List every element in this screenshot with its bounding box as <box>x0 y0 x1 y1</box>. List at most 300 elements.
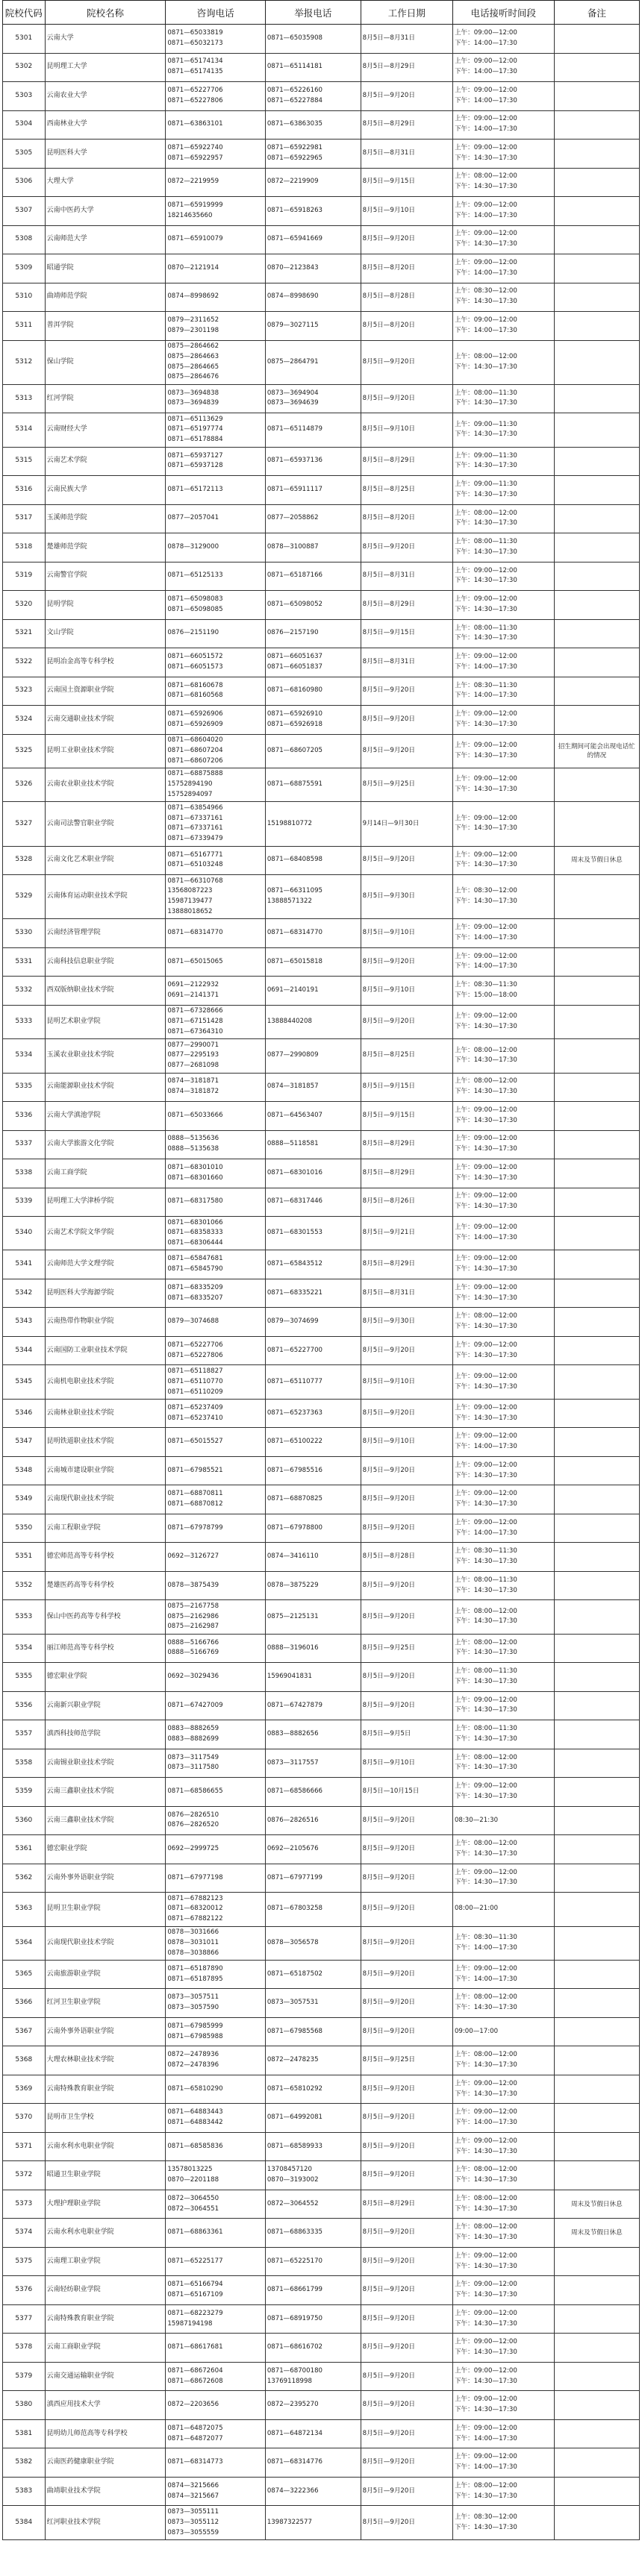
school-code: 5381 <box>3 2419 46 2448</box>
consult-phone-line: 0871—67978799 <box>167 1523 223 1532</box>
work-dates: 9月14日—9月30日 <box>361 802 452 846</box>
school-code: 5353 <box>3 1600 46 1634</box>
consult-phone-line: 0878—3031011 <box>167 1938 219 1946</box>
work-dates: 8月5日—9月20日 <box>361 2304 452 2334</box>
phone-hours-line: 上午：08:30—12:00 <box>454 887 517 895</box>
school-name: 昆明学院 <box>45 591 166 620</box>
consult-phone-line: 0872—3064551 <box>167 2204 219 2213</box>
phone-hours-line: 下午：14:00—17:30 <box>454 1234 517 1242</box>
school-name: 昆明冶金高等专科学校 <box>45 648 166 677</box>
phone-hours-line: 下午：14:00—17:30 <box>454 1943 517 1952</box>
school-code: 5350 <box>3 1514 46 1543</box>
phone-hours-line: 下午：14:30—17:30 <box>454 751 517 759</box>
phone-hours-line: 上午：09:00—12:00 <box>454 1223 517 1232</box>
report-phone-line: 0871—68863335 <box>267 2228 323 2237</box>
work-dates: 8月5日—8月29日 <box>361 447 452 476</box>
work-dates: 8月5日—8月20日 <box>361 504 452 533</box>
report-phone <box>265 1571 361 1600</box>
school-name: 云南大学旅游文化学院 <box>45 1130 166 1159</box>
phone-hours <box>452 1456 554 1485</box>
school-name: 大理护理职业学院 <box>45 2190 166 2219</box>
consult-phone-line: 0871—65110770 <box>167 1377 223 1385</box>
consult-phone <box>166 977 265 1006</box>
consult-phone <box>166 1926 265 1960</box>
phone-hours <box>452 413 554 447</box>
school-name: 云南国土资源职业学院 <box>45 677 166 706</box>
consult-phone <box>166 846 265 875</box>
phone-hours-line: 上午：09:00—12:00 <box>454 1192 517 1200</box>
report-phone-line: 0870—3193002 <box>267 2176 319 2184</box>
phone-hours-line: 上午：09:00—12:00 <box>454 2108 517 2116</box>
note <box>554 2304 639 2334</box>
phone-hours-line: 下午：14:30—17:30 <box>454 298 517 306</box>
table-row <box>3 1005 640 1038</box>
phone-hours <box>452 1634 554 1663</box>
note <box>554 2276 639 2305</box>
note <box>554 2161 639 2190</box>
school-name: 云南现代职业技术学院 <box>45 1926 166 1960</box>
school-code: 5325 <box>3 734 46 768</box>
report-phone-line: 0873—3694904 <box>267 389 319 397</box>
report-phone-line: 13708457120 <box>267 2166 312 2174</box>
consult-phone-line: 0872—2478936 <box>167 2051 219 2059</box>
note <box>554 533 639 562</box>
work-dates: 8月5日—9月20日 <box>361 947 452 977</box>
school-code: 5339 <box>3 1188 46 1217</box>
phone-hours-line: 下午：14:30—17:30 <box>454 183 517 191</box>
report-phone <box>265 2506 361 2539</box>
consult-phone-line: 0871—64872075 <box>167 2424 223 2432</box>
consult-phone <box>166 2104 265 2133</box>
note <box>554 1456 639 1485</box>
note <box>554 1778 639 1807</box>
phone-hours-line: 上午：09:00—12:00 <box>454 850 517 859</box>
note <box>554 1600 639 1634</box>
consult-phone-line: 0871—65926906 <box>167 710 223 718</box>
consult-phone-line: 0871—65032173 <box>167 39 223 47</box>
table-row <box>3 1514 640 1543</box>
phone-hours <box>452 802 554 846</box>
note <box>554 1893 639 1926</box>
phone-hours <box>452 677 554 706</box>
phone-hours <box>452 2046 554 2075</box>
school-code: 5345 <box>3 1365 46 1399</box>
school-code: 5360 <box>3 1806 46 1835</box>
report-phone-line: 0876—2157190 <box>267 629 319 637</box>
work-dates: 8月5日—9月20日 <box>361 2104 452 2133</box>
consult-phone-line: 0871—68875888 <box>167 770 223 778</box>
school-name: 云南农业职业技术学院 <box>45 768 166 801</box>
phone-hours-line: 下午：14:30—17:30 <box>454 786 517 794</box>
note <box>554 802 639 846</box>
report-phone-line: 0871—64872134 <box>267 2429 323 2437</box>
phone-hours-line: 下午：14:30—17:30 <box>454 720 517 728</box>
school-name: 云南财经大学 <box>45 413 166 447</box>
phone-hours-line: 上午：08:30—12:00 <box>454 2513 517 2521</box>
phone-hours-line: 上午：09:00—12:00 <box>454 2366 517 2375</box>
table-row <box>3 2391 640 2420</box>
work-dates: 8月5日—9月20日 <box>361 82 452 111</box>
consult-phone-line: 0879—2301198 <box>167 326 219 334</box>
phone-hours <box>452 254 554 283</box>
note <box>554 875 639 919</box>
phone-hours <box>452 734 554 768</box>
note <box>554 919 639 948</box>
phone-hours <box>452 197 554 226</box>
phone-hours-line: 上午：09:00—12:00 <box>454 566 517 574</box>
consult-phone-line: 0871—65098085 <box>167 605 223 613</box>
school-name: 云南科技信息职业学院 <box>45 947 166 977</box>
phone-hours <box>452 447 554 476</box>
work-dates: 8月5日—9月20日 <box>361 1864 452 1893</box>
note <box>554 1159 639 1188</box>
report-phone-line: 0871—68301553 <box>267 1229 323 1237</box>
work-dates: 8月5日—8月25日 <box>361 1039 452 1073</box>
consult-phone-line: 0883—8882699 <box>167 1734 219 1743</box>
phone-hours <box>452 2075 554 2104</box>
school-name: 保山学院 <box>45 340 166 384</box>
report-phone <box>265 1279 361 1308</box>
report-phone-line: 0871—65187502 <box>267 1969 323 1978</box>
school-code: 5304 <box>3 110 46 140</box>
work-dates: 8月5日—9月20日 <box>361 1485 452 1514</box>
table-row <box>3 2304 640 2334</box>
report-phone-line: 0872—2478235 <box>267 2056 319 2064</box>
consult-phone-line: 0871—65125133 <box>167 571 223 580</box>
report-phone-line: 0871—65922965 <box>267 154 323 162</box>
school-name: 云南工商学院 <box>45 1159 166 1188</box>
consult-phone-line: 0874—3215666 <box>167 2481 219 2489</box>
note <box>554 1720 639 1749</box>
consult-phone-line: 0871—65810290 <box>167 2084 223 2093</box>
phone-hours-line: 08:00—21:00 <box>454 1905 499 1913</box>
phone-hours-line: 上午：09:00—12:00 <box>454 258 517 266</box>
phone-hours <box>452 1720 554 1749</box>
report-phone <box>265 846 361 875</box>
school-code: 5357 <box>3 1720 46 1749</box>
school-code: 5311 <box>3 312 46 341</box>
phone-hours <box>452 82 554 111</box>
table-row <box>3 2334 640 2363</box>
school-name: 云南体育运动职业技术学院 <box>45 875 166 919</box>
report-phone <box>265 1428 361 1457</box>
table-row <box>3 1336 640 1365</box>
report-phone <box>265 2362 361 2391</box>
consult-phone-line: 15987194198 <box>167 2319 213 2328</box>
phone-hours-line: 上午：09:00—12:00 <box>454 2395 517 2404</box>
school-code: 5337 <box>3 1130 46 1159</box>
note <box>554 1749 639 1778</box>
consult-phone-line: 0871—63854966 <box>167 803 223 812</box>
table-row <box>3 619 640 648</box>
work-dates: 8月5日—10月15日 <box>361 1778 452 1807</box>
consult-phone-line: 0871—65174135 <box>167 68 223 76</box>
note <box>554 2448 639 2478</box>
work-dates: 8月5日—9月30日 <box>361 875 452 919</box>
work-dates: 8月5日—9月20日 <box>361 706 452 735</box>
consult-phone <box>166 677 265 706</box>
table-row <box>3 846 640 875</box>
report-phone <box>265 283 361 312</box>
consult-phone-line: 0871—65167109 <box>167 2291 223 2299</box>
note <box>554 1308 639 1337</box>
school-code: 5322 <box>3 648 46 677</box>
note <box>554 2104 639 2133</box>
phone-hours-line: 下午：14:30—17:30 <box>454 2291 517 2299</box>
consult-phone-line: 0877—2295193 <box>167 1051 219 1059</box>
consult-phone <box>166 1399 265 1428</box>
report-phone-line: 0872—2395270 <box>267 2401 319 2409</box>
phone-hours <box>452 1217 554 1250</box>
consult-phone-line: 0871—65015527 <box>167 1438 223 1446</box>
consult-phone <box>166 1130 265 1159</box>
consult-phone-line: 0871—65937128 <box>167 462 223 470</box>
school-name: 德宏职业学院 <box>45 1663 166 1692</box>
table-row <box>3 312 640 341</box>
phone-hours-line: 下午：14:30—17:30 <box>454 548 517 556</box>
table-row <box>3 1543 640 1572</box>
consult-phone <box>166 875 265 919</box>
work-dates: 8月5日—9月20日 <box>361 1399 452 1428</box>
school-name: 云南水利水电职业学院 <box>45 2132 166 2161</box>
consult-phone-line: 0871—67985999 <box>167 2022 223 2030</box>
consult-phone-line: 0876—2151190 <box>167 629 219 637</box>
consult-phone-line: 0871—65237410 <box>167 1414 223 1422</box>
work-dates: 8月5日—9月10日 <box>361 919 452 948</box>
school-code: 5319 <box>3 562 46 591</box>
table-row <box>3 591 640 620</box>
consult-phone-line: 0871—68314770 <box>167 929 223 937</box>
report-phone <box>265 1543 361 1572</box>
phone-hours-line: 下午：14:30—17:30 <box>454 1382 517 1391</box>
report-phone <box>265 2334 361 2363</box>
phone-hours-line: 上午：09:00—12:00 <box>454 201 517 209</box>
school-name: 昆明理工大学 <box>45 53 166 82</box>
phone-hours <box>452 1005 554 1038</box>
phone-hours <box>452 53 554 82</box>
report-phone-line: 0874—8998690 <box>267 292 319 301</box>
consult-phone-line: 0871—68301066 <box>167 1218 223 1226</box>
phone-hours <box>452 1130 554 1159</box>
report-phone <box>265 2304 361 2334</box>
consult-phone-line: 0871—65174134 <box>167 57 223 66</box>
report-phone <box>265 1893 361 1926</box>
consult-phone-line: 0872—2478396 <box>167 2061 219 2069</box>
school-name: 云南农业大学 <box>45 82 166 111</box>
work-dates: 8月5日—9月15日 <box>361 1102 452 1131</box>
school-name: 云南师范大学 <box>45 225 166 254</box>
header-phone-hours: 电话接听时间段 <box>452 1 554 25</box>
school-name: 云南锡业职业技术学院 <box>45 1749 166 1778</box>
phone-hours-line: 上午：09:00—12:00 <box>454 2281 517 2289</box>
header-notes: 备注 <box>554 1 639 25</box>
phone-hours-line: 下午：14:00—17:30 <box>454 692 517 700</box>
report-phone-line: 0871—68301016 <box>267 1168 323 1176</box>
phone-hours-line: 下午：14:30—17:30 <box>454 490 517 498</box>
table-row <box>3 648 640 677</box>
table-row <box>3 2104 640 2133</box>
work-dates: 8月5日—9月20日 <box>361 846 452 875</box>
school-code: 5380 <box>3 2391 46 2420</box>
report-phone-line: 0871—68408598 <box>267 856 323 864</box>
phone-hours-line: 下午：14:30—17:30 <box>454 2176 517 2184</box>
report-phone-line: 0871—67985568 <box>267 2027 323 2035</box>
table-row <box>3 82 640 111</box>
work-dates: 8月5日—9月20日 <box>361 734 452 768</box>
phone-hours-line: 下午：14:30—17:30 <box>454 1734 517 1743</box>
work-dates: 8月5日—9月20日 <box>361 2017 452 2046</box>
work-dates: 8月5日—9月25日 <box>361 2046 452 2075</box>
phone-hours <box>452 140 554 169</box>
table-header-row <box>3 1 640 25</box>
note <box>554 2362 639 2391</box>
school-code: 5354 <box>3 1634 46 1663</box>
report-phone-line: 0871—65941669 <box>267 235 323 243</box>
table-row <box>3 2477 640 2506</box>
school-name: 云南艺术学院文华学院 <box>45 1217 166 1250</box>
consult-phone <box>166 2448 265 2478</box>
note <box>554 1073 639 1102</box>
consult-phone <box>166 533 265 562</box>
phone-hours <box>452 1428 554 1457</box>
consult-phone-line: 0871—65937127 <box>167 451 223 460</box>
phone-hours <box>452 2448 554 2478</box>
report-phone <box>265 447 361 476</box>
school-code: 5312 <box>3 340 46 384</box>
table-row <box>3 1159 640 1188</box>
report-phone <box>265 1835 361 1864</box>
consult-phone-line: 0871—65227806 <box>167 96 223 104</box>
phone-hours <box>452 1960 554 1989</box>
school-name: 楚雄医药高等专科学校 <box>45 1571 166 1600</box>
consult-phone-line: 0872—2203656 <box>167 2401 219 2409</box>
consult-phone-line: 0871—68607206 <box>167 756 223 765</box>
table-row <box>3 2362 640 2391</box>
consult-phone-line: 0875—2864662 <box>167 342 219 350</box>
school-code: 5335 <box>3 1073 46 1102</box>
note <box>554 254 639 283</box>
report-phone <box>265 1926 361 1960</box>
school-name: 昆明艺术职业学院 <box>45 1005 166 1038</box>
report-phone-line: 0872—2219909 <box>267 178 319 186</box>
work-dates: 8月5日—9月20日 <box>361 2161 452 2190</box>
phone-hours-line: 上午：08:00—12:00 <box>454 1753 517 1761</box>
report-phone <box>265 1634 361 1663</box>
phone-hours <box>452 1073 554 1102</box>
consult-phone <box>166 413 265 447</box>
school-code: 5371 <box>3 2132 46 2161</box>
report-phone <box>265 168 361 197</box>
work-dates: 8月5日—9月15日 <box>361 619 452 648</box>
consult-phone-line: 0871—65919999 <box>167 201 223 209</box>
phone-hours-line: 下午：14:30—17:30 <box>454 240 517 248</box>
consult-phone-line: 0871—68301010 <box>167 1163 223 1171</box>
note <box>554 2334 639 2363</box>
report-phone-line: 0871—68875591 <box>267 780 323 789</box>
consult-phone <box>166 2477 265 2506</box>
phone-hours-line: 上午：09:00—12:00 <box>454 2424 517 2432</box>
table-row <box>3 1399 640 1428</box>
consult-phone <box>166 1039 265 1073</box>
table-row <box>3 254 640 283</box>
school-code: 5332 <box>3 977 46 1006</box>
phone-hours-line: 下午：14:30—17:30 <box>454 1617 517 1626</box>
consult-phone-line: 0878—3038866 <box>167 1949 219 1957</box>
school-name: 大理农林职业技术学院 <box>45 2046 166 2075</box>
phone-hours <box>452 2506 554 2539</box>
phone-hours-line: 上午：09:00—12:00 <box>454 710 517 718</box>
phone-hours-line: 下午：14:00—17:30 <box>454 326 517 334</box>
table-row <box>3 225 640 254</box>
phone-hours-line: 上午：09:00—12:00 <box>454 1518 517 1526</box>
report-phone <box>265 1778 361 1807</box>
phone-hours-line: 上午：09:00—12:00 <box>454 2079 517 2087</box>
note <box>554 312 639 341</box>
report-phone-line: 0871—68335221 <box>267 1288 323 1297</box>
consult-phone <box>166 225 265 254</box>
school-name: 云南特殊教育职业学院 <box>45 2304 166 2334</box>
work-dates: 8月5日—8月26日 <box>361 1188 452 1217</box>
school-code: 5374 <box>3 2219 46 2248</box>
phone-hours-line: 下午：14:30—17:30 <box>454 1849 517 1858</box>
note: 周末及节假日休息 <box>554 2219 639 2248</box>
table-row <box>3 1691 640 1720</box>
consult-phone <box>166 2247 265 2276</box>
school-name: 曲靖职业技术学院 <box>45 2477 166 2506</box>
work-dates: 8月5日—8月28日 <box>361 283 452 312</box>
consult-phone-line: 0871—68604020 <box>167 736 223 745</box>
consult-phone-line: 0692—3126727 <box>167 1552 219 1561</box>
phone-hours-line: 下午：14:30—17:30 <box>454 1706 517 1714</box>
report-phone-line: 0871—65225170 <box>267 2257 323 2265</box>
consult-phone-line: 0871—64883443 <box>167 2108 223 2116</box>
table-row <box>3 2219 640 2248</box>
consult-phone-line: 0871—67985988 <box>167 2032 223 2040</box>
school-name: 云南三鑫职业技术学院 <box>45 1778 166 1807</box>
phone-hours-line: 09:00—17:00 <box>454 2027 499 2035</box>
phone-hours-line: 上午：09:00—12:00 <box>454 1490 517 1498</box>
school-name: 丽江师范高等专科学校 <box>45 1634 166 1663</box>
table-row <box>3 1456 640 1485</box>
school-code: 5346 <box>3 1399 46 1428</box>
phone-hours-line: 上午：08:00—11:30 <box>454 624 517 632</box>
consult-phone-line: 0877—2681098 <box>167 1062 219 1070</box>
phone-hours <box>452 1336 554 1365</box>
consult-phone <box>166 1571 265 1600</box>
report-phone <box>265 2017 361 2046</box>
consult-phone <box>166 312 265 341</box>
consult-phone-line: 0873—3117549 <box>167 1753 219 1761</box>
work-dates: 8月5日—9月20日 <box>361 1806 452 1835</box>
phone-hours-line: 下午：14:30—17:30 <box>454 824 517 833</box>
school-name: 楚雄师范学院 <box>45 533 166 562</box>
report-phone <box>265 476 361 505</box>
consult-phone-line: 0874—3181871 <box>167 1077 219 1085</box>
school-code: 5302 <box>3 53 46 82</box>
school-code: 5334 <box>3 1039 46 1073</box>
consult-phone-line: 0874—3181872 <box>167 1088 219 1096</box>
consult-phone-line: 0871—68223279 <box>167 2309 223 2317</box>
school-name: 曲靖师范学院 <box>45 283 166 312</box>
phone-hours-line: 上午：08:00—12:00 <box>454 2481 517 2489</box>
school-code: 5384 <box>3 2506 46 2539</box>
phone-hours <box>452 1279 554 1308</box>
consult-phone <box>166 25 265 54</box>
school-code: 5317 <box>3 504 46 533</box>
phone-hours-line: 下午：14:30—17:30 <box>454 1145 517 1153</box>
phone-hours-line: 下午：14:30—17:30 <box>454 1056 517 1065</box>
school-code: 5308 <box>3 225 46 254</box>
